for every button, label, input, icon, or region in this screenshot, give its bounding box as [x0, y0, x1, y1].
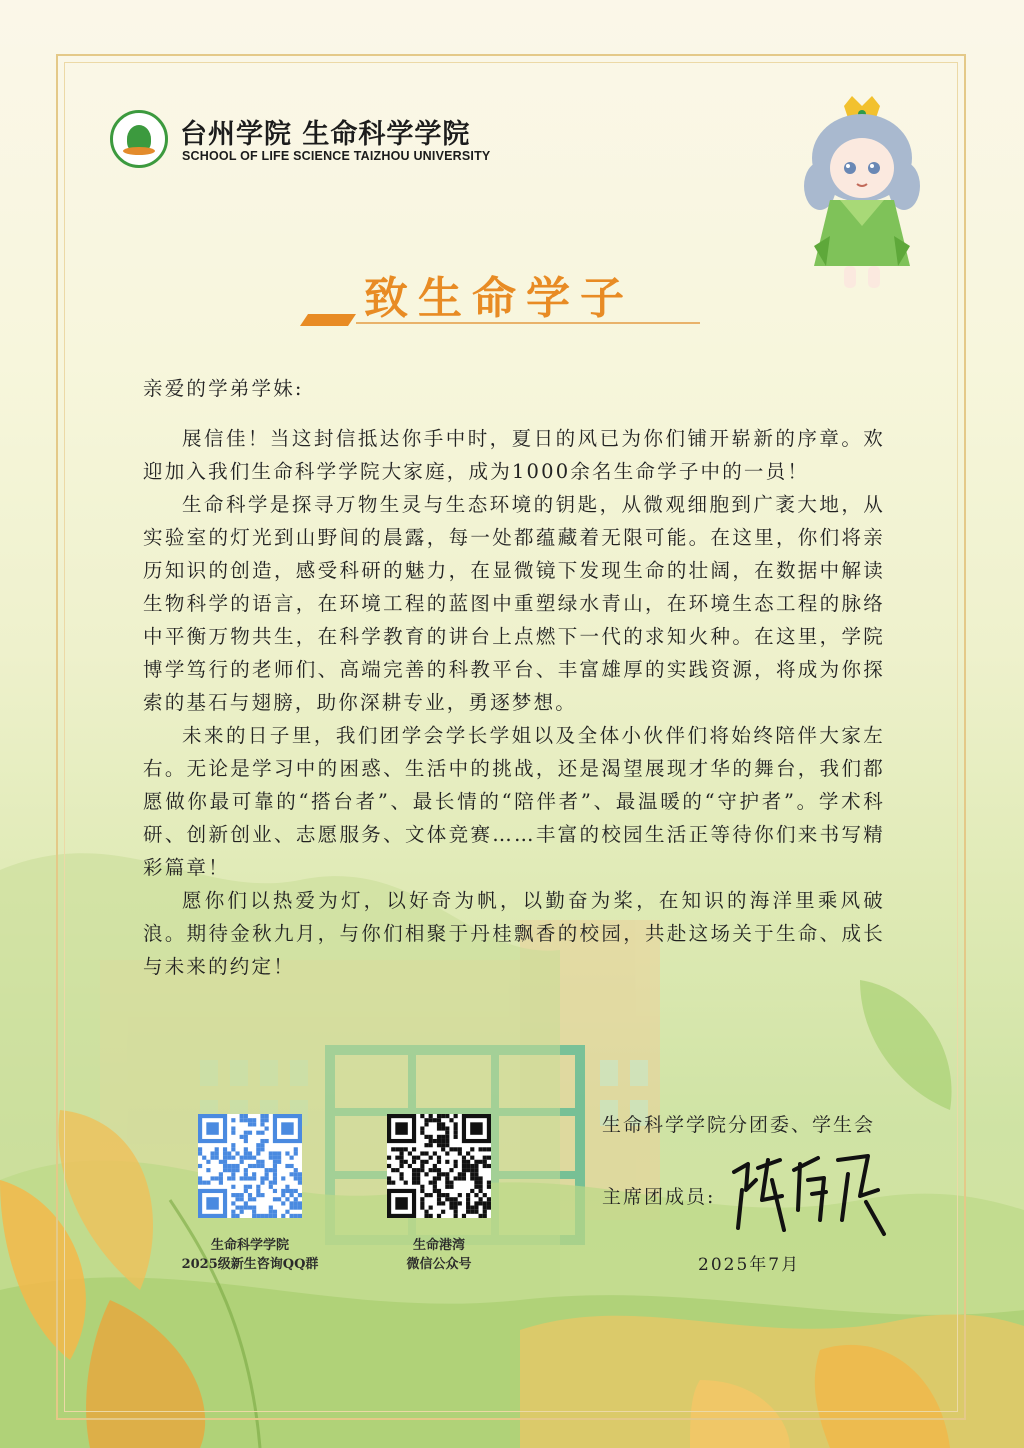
handwritten-signature [728, 1150, 888, 1240]
signoff-date: 2025年7月 [698, 1255, 801, 1275]
signoff-organization: 生命科学学院分团委、学生会 [602, 1114, 876, 1136]
mascot-illustration [800, 96, 924, 296]
qq-caption-line1: 生命科学学院 [210, 1238, 289, 1253]
page-title: 致生命学子 [364, 273, 634, 324]
qq-group-caption [160, 1236, 340, 1274]
logo-english-name: SCHOOL OF LIFE SCIENCE TAIZHOU UNIVERSITY [182, 149, 491, 163]
logo-chinese-name: 台州学院 生命科学学院 [180, 119, 471, 150]
wechat-caption-line1: 生命港湾 [412, 1238, 465, 1253]
letter-paragraph: 愿你们以热爱为灯，以好奇为帆，以勤奋为桨，在知识的海洋里乘风破浪。期待金秋九月，与你们相聚于丹桂飘香的校园，共赴这场关于生命、成长与未来的约定！ [143, 889, 885, 978]
qq-group-qr-code[interactable] [198, 1114, 302, 1218]
qq-caption-line2: 2025级新生咨询QQ群 [181, 1257, 319, 1272]
wechat-qr-code[interactable] [387, 1114, 491, 1218]
letter-paragraph: 生命科学是探寻万物生灵与生态环境的钥匙，从微观细胞到广袤大地，从实验室的灯光到山野间的晨露，每一处都蕴藏着无限可能。在这里，你们将亲历知识的创造，感受科研的魅力，在显微镜下发现生命的壮阔，在数据中解读生物科学的语言，在环境工程的蓝图中重塑绿水青山，在环境生态工程的脉络中平衡万物共生，在科学教育的讲台上点燃下一代的求知火种。在这里，学院博学笃行的老师们、高端完善的科教平台、丰富雄厚的实践资源，将成为你探索的基石与翅膀，助你深耕专业，勇逐梦想。 [143, 493, 885, 714]
letter-paragraph: 展信佳！当这封信抵达你手中时，夏日的风已为你们铺开崭新的序章。欢迎加入我们生命科学学院大家庭，成为1000余名生命学子中的一员！ [143, 427, 885, 483]
wechat-caption-line2: 微信公众号 [406, 1257, 472, 1272]
letter-paragraph: 未来的日子里，我们团学会学长学姐以及全体小伙伴们将始终陪伴大家左右。无论是学习中的困惑、生活中的挑战，还是渴望展现才华的舞台，我们都愿做你最可靠的“搭台者”、最长情的“陪伴者”、最温暖的“守护者”。学术科研、创新创业、志愿服务、文体竞赛……丰富的校园生活正等待你们来书写精彩篇章！ [143, 724, 885, 879]
school-emblem-icon [110, 110, 168, 168]
wechat-caption [349, 1236, 529, 1274]
title-underline [300, 312, 700, 328]
letter-greeting: 亲爱的学弟学妹: [143, 377, 304, 400]
letter-body [143, 372, 885, 983]
signoff-label: 主席团成员: [602, 1186, 716, 1208]
